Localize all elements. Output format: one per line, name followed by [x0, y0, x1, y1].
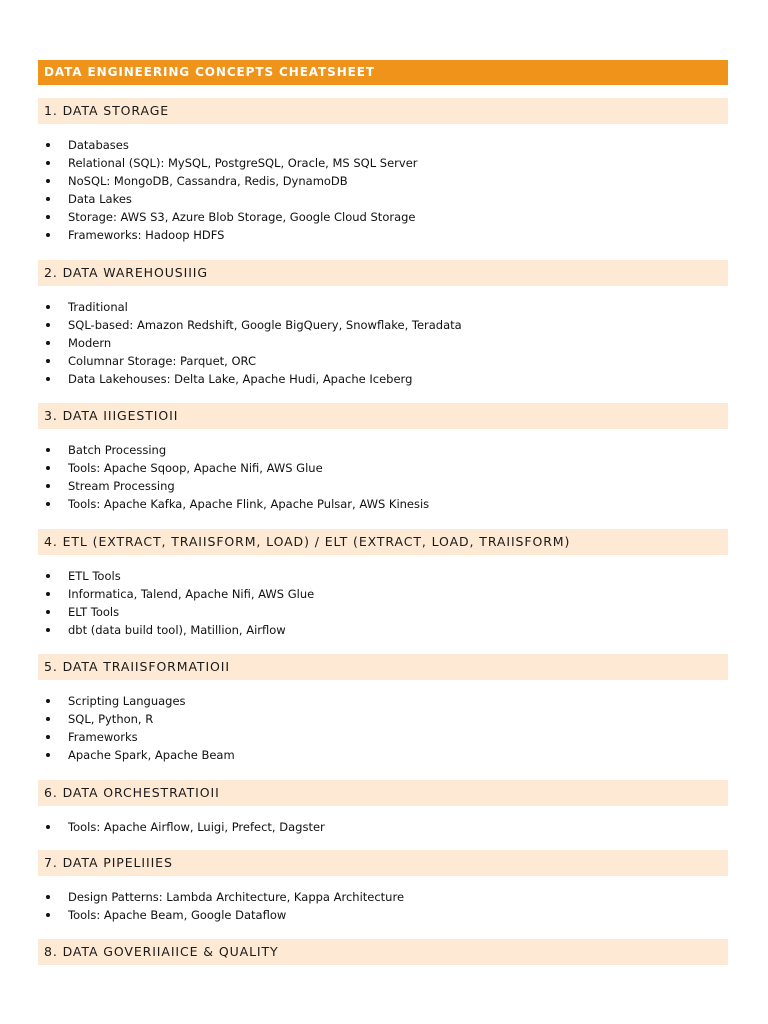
list-item: Databases: [38, 136, 728, 154]
list-item: Storage: AWS S3, Azure Blob Storage, Google Cloud Storage: [38, 208, 728, 226]
list-item: Informatica, Talend, Apache Nifi, AWS Glue: [38, 585, 728, 603]
list-item: Scripting Languages: [38, 692, 728, 710]
section-etl-elt: [38, 529, 728, 639]
section-data-governance-quality: [38, 939, 728, 965]
list-item: NoSQL: MongoDB, Cassandra, Redis, DynamoDB: [38, 172, 728, 190]
section-heading: 3. DATA IIIGESTIOII: [38, 403, 728, 429]
bullet-list: [38, 692, 728, 764]
list-item: Tools: Apache Kafka, Apache Flink, Apache Pulsar, AWS Kinesis: [38, 495, 728, 513]
section-heading: 5. DATA TRAIISFORMATIOII: [38, 654, 728, 680]
section-data-ingestion: [38, 403, 728, 513]
list-item: Frameworks: [38, 728, 728, 746]
list-item: dbt (data build tool), Matillion, Airflow: [38, 621, 728, 639]
list-item: Modern: [38, 334, 728, 352]
bullet-list: [38, 136, 728, 244]
section-data-orchestration: [38, 780, 728, 836]
section-heading: 2. DATA WAREHOUSIIIG: [38, 260, 728, 286]
section-data-warehousing: [38, 260, 728, 388]
list-item: Data Lakehouses: Delta Lake, Apache Hudi, Apache Iceberg: [38, 370, 728, 388]
bullet-list: [38, 888, 728, 924]
list-item: SQL-based: Amazon Redshift, Google BigQuery, Snowflake, Teradata: [38, 316, 728, 334]
list-item: Design Patterns: Lambda Architecture, Kappa Architecture: [38, 888, 728, 906]
section-data-storage: [38, 98, 728, 244]
list-item: Tools: Apache Airflow, Luigi, Prefect, Dagster: [38, 818, 728, 836]
section-data-transformation: [38, 654, 728, 764]
list-item: Traditional: [38, 298, 728, 316]
list-item: Stream Processing: [38, 477, 728, 495]
section-heading: 7. DATA PIPELIIIES: [38, 850, 728, 876]
document-title: DATA ENGINEERING CONCEPTS CHEATSHEET: [38, 60, 728, 85]
section-heading: 8. DATA GOVERIIAIICE & QUALITY: [38, 939, 728, 965]
bullet-list: [38, 441, 728, 513]
section-data-pipelines: [38, 850, 728, 924]
bullet-list: [38, 567, 728, 639]
list-item: Tools: Apache Sqoop, Apache Nifi, AWS Glue: [38, 459, 728, 477]
list-item: Data Lakes: [38, 190, 728, 208]
list-item: Columnar Storage: Parquet, ORC: [38, 352, 728, 370]
list-item: Frameworks: Hadoop HDFS: [38, 226, 728, 244]
list-item: Tools: Apache Beam, Google Dataflow: [38, 906, 728, 924]
section-heading: 1. DATA STORAGE: [38, 98, 728, 124]
list-item: SQL, Python, R: [38, 710, 728, 728]
section-heading: 4. ETL (EXTRACT, TRAIISFORM, LOAD) / ELT (EXTRACT, LOAD, TRAIISFORM): [38, 529, 728, 555]
list-item: ELT Tools: [38, 603, 728, 621]
list-item: Relational (SQL): MySQL, PostgreSQL, Oracle, MS SQL Server: [38, 154, 728, 172]
section-heading: 6. DATA ORCHESTRATIOII: [38, 780, 728, 806]
bullet-list: [38, 818, 728, 836]
list-item: ETL Tools: [38, 567, 728, 585]
list-item: Batch Processing: [38, 441, 728, 459]
list-item: Apache Spark, Apache Beam: [38, 746, 728, 764]
bullet-list: [38, 298, 728, 388]
